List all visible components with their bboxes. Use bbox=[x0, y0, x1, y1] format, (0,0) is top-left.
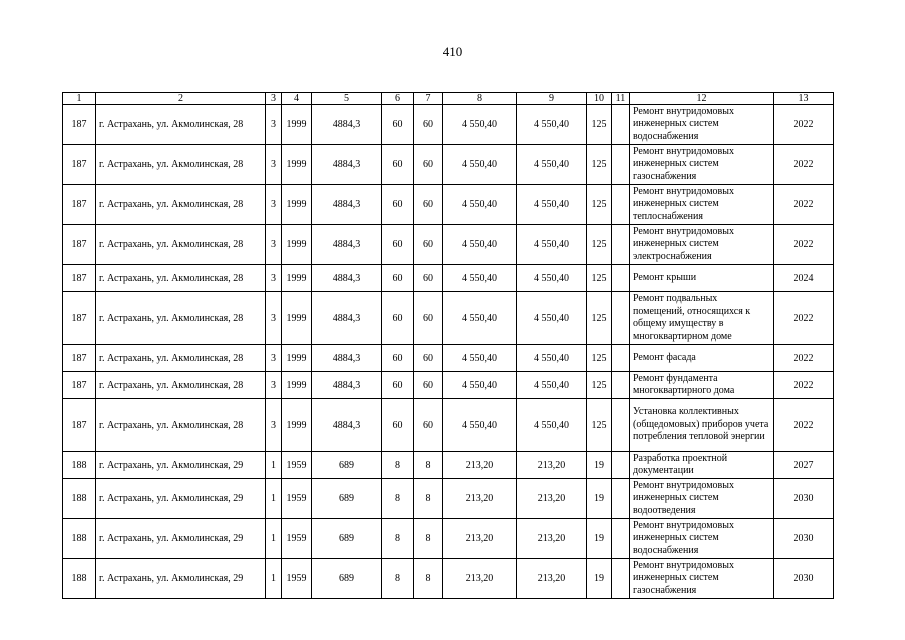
cell-cost-fund: 4 550,40 bbox=[517, 345, 587, 372]
cell-year-built: 1999 bbox=[282, 185, 312, 225]
table-row bbox=[63, 372, 834, 399]
cell-apartments: 60 bbox=[382, 265, 414, 292]
column-header: 6 bbox=[382, 93, 414, 105]
cell-cost-total: 4 550,40 bbox=[443, 225, 517, 265]
cell-row-number: 188 bbox=[63, 452, 96, 479]
cell-year-built: 1999 bbox=[282, 399, 312, 452]
cell-planned-year: 2022 bbox=[774, 145, 834, 185]
cell-work-type: Ремонт внутридомовых инженерных систем газоснабжения bbox=[630, 145, 774, 185]
cell-floors: 3 bbox=[266, 372, 282, 399]
cell-apartments: 60 bbox=[382, 399, 414, 452]
cell-residents: 8 bbox=[414, 479, 443, 519]
column-header: 13 bbox=[774, 93, 834, 105]
cell-row-number: 187 bbox=[63, 105, 96, 145]
cell-residents: 60 bbox=[414, 372, 443, 399]
cell-floors: 3 bbox=[266, 145, 282, 185]
cell-cost-total: 213,20 bbox=[443, 479, 517, 519]
cell-total-area: 4884,3 bbox=[312, 185, 382, 225]
cell-residents: 60 bbox=[414, 145, 443, 185]
cell-total-area: 689 bbox=[312, 452, 382, 479]
cell-cost-fund: 213,20 bbox=[517, 519, 587, 559]
cell-floors: 3 bbox=[266, 225, 282, 265]
column-header: 5 bbox=[312, 93, 382, 105]
cell-residents: 60 bbox=[414, 292, 443, 345]
table-row bbox=[63, 185, 834, 225]
cell-unit-cost: 125 bbox=[587, 145, 612, 185]
table-row bbox=[63, 265, 834, 292]
cell-apartments: 60 bbox=[382, 225, 414, 265]
cell-year-built: 1959 bbox=[282, 519, 312, 559]
cell-planned-year: 2030 bbox=[774, 559, 834, 599]
cell-apartments: 60 bbox=[382, 105, 414, 145]
cell-cost-fund: 4 550,40 bbox=[517, 105, 587, 145]
cell-unit-cost: 19 bbox=[587, 452, 612, 479]
cell-reserved bbox=[612, 225, 630, 265]
cell-cost-fund: 4 550,40 bbox=[517, 225, 587, 265]
cell-total-area: 4884,3 bbox=[312, 292, 382, 345]
cell-residents: 60 bbox=[414, 225, 443, 265]
cell-work-type: Ремонт внутридомовых инженерных систем водоотведения bbox=[630, 479, 774, 519]
cell-cost-fund: 4 550,40 bbox=[517, 265, 587, 292]
cell-work-type: Ремонт внутридомовых инженерных систем водоснабжения bbox=[630, 519, 774, 559]
cell-reserved bbox=[612, 292, 630, 345]
cell-year-built: 1999 bbox=[282, 105, 312, 145]
cell-floors: 3 bbox=[266, 399, 282, 452]
cell-unit-cost: 125 bbox=[587, 345, 612, 372]
cell-total-area: 4884,3 bbox=[312, 372, 382, 399]
cell-floors: 1 bbox=[266, 519, 282, 559]
cell-unit-cost: 125 bbox=[587, 399, 612, 452]
cell-unit-cost: 19 bbox=[587, 519, 612, 559]
cell-reserved bbox=[612, 372, 630, 399]
cell-cost-fund: 213,20 bbox=[517, 452, 587, 479]
column-header: 9 bbox=[517, 93, 587, 105]
cell-year-built: 1959 bbox=[282, 452, 312, 479]
cell-planned-year: 2022 bbox=[774, 372, 834, 399]
column-number-header-row bbox=[63, 93, 834, 105]
cell-residents: 8 bbox=[414, 452, 443, 479]
cell-year-built: 1999 bbox=[282, 372, 312, 399]
cell-row-number: 187 bbox=[63, 145, 96, 185]
cell-reserved bbox=[612, 452, 630, 479]
table-row bbox=[63, 145, 834, 185]
cell-unit-cost: 125 bbox=[587, 185, 612, 225]
cell-total-area: 4884,3 bbox=[312, 225, 382, 265]
cell-cost-total: 4 550,40 bbox=[443, 399, 517, 452]
column-header: 4 bbox=[282, 93, 312, 105]
cell-work-type: Установка коллективных (общедомовых) приборов учета потребления тепловой энергии bbox=[630, 399, 774, 452]
cell-cost-total: 213,20 bbox=[443, 519, 517, 559]
cell-cost-fund: 4 550,40 bbox=[517, 372, 587, 399]
cell-work-type: Ремонт фасада bbox=[630, 345, 774, 372]
cell-row-number: 188 bbox=[63, 479, 96, 519]
cell-row-number: 187 bbox=[63, 265, 96, 292]
cell-total-area: 4884,3 bbox=[312, 105, 382, 145]
cell-address: г. Астрахань, ул. Акмолинская, 29 bbox=[96, 479, 266, 519]
cell-floors: 3 bbox=[266, 292, 282, 345]
cell-apartments: 60 bbox=[382, 372, 414, 399]
cell-residents: 60 bbox=[414, 265, 443, 292]
cell-address: г. Астрахань, ул. Акмолинская, 29 bbox=[96, 452, 266, 479]
cell-reserved bbox=[612, 559, 630, 599]
cell-row-number: 187 bbox=[63, 185, 96, 225]
cell-row-number: 187 bbox=[63, 345, 96, 372]
cell-total-area: 4884,3 bbox=[312, 399, 382, 452]
cell-year-built: 1959 bbox=[282, 479, 312, 519]
column-header: 1 bbox=[63, 93, 96, 105]
cell-cost-fund: 4 550,40 bbox=[517, 185, 587, 225]
cell-unit-cost: 19 bbox=[587, 559, 612, 599]
cell-reserved bbox=[612, 519, 630, 559]
cell-reserved bbox=[612, 345, 630, 372]
cell-planned-year: 2022 bbox=[774, 399, 834, 452]
cell-address: г. Астрахань, ул. Акмолинская, 28 bbox=[96, 292, 266, 345]
cell-row-number: 187 bbox=[63, 292, 96, 345]
cell-floors: 3 bbox=[266, 345, 282, 372]
cell-planned-year: 2030 bbox=[774, 479, 834, 519]
column-header: 12 bbox=[630, 93, 774, 105]
cell-reserved bbox=[612, 185, 630, 225]
cell-cost-total: 4 550,40 bbox=[443, 292, 517, 345]
cell-unit-cost: 125 bbox=[587, 225, 612, 265]
cell-address: г. Астрахань, ул. Акмолинская, 28 bbox=[96, 372, 266, 399]
cell-cost-fund: 4 550,40 bbox=[517, 292, 587, 345]
cell-unit-cost: 125 bbox=[587, 105, 612, 145]
cell-residents: 60 bbox=[414, 345, 443, 372]
cell-year-built: 1999 bbox=[282, 225, 312, 265]
page-number: 410 bbox=[442, 44, 463, 59]
cell-cost-fund: 213,20 bbox=[517, 479, 587, 519]
cell-reserved bbox=[612, 265, 630, 292]
cell-year-built: 1999 bbox=[282, 292, 312, 345]
cell-address: г. Астрахань, ул. Акмолинская, 28 bbox=[96, 345, 266, 372]
cell-reserved bbox=[612, 105, 630, 145]
cell-work-type: Ремонт фундамента многоквартирного дома bbox=[630, 372, 774, 399]
cell-work-type: Ремонт внутридомовых инженерных систем водоснабжения bbox=[630, 105, 774, 145]
table-row bbox=[63, 479, 834, 519]
cell-address: г. Астрахань, ул. Акмолинская, 29 bbox=[96, 519, 266, 559]
cell-unit-cost: 19 bbox=[587, 479, 612, 519]
cell-cost-total: 213,20 bbox=[443, 559, 517, 599]
cell-floors: 3 bbox=[266, 105, 282, 145]
cell-row-number: 187 bbox=[63, 372, 96, 399]
cell-address: г. Астрахань, ул. Акмолинская, 28 bbox=[96, 265, 266, 292]
cell-address: г. Астрахань, ул. Акмолинская, 28 bbox=[96, 105, 266, 145]
column-header: 8 bbox=[443, 93, 517, 105]
cell-total-area: 689 bbox=[312, 479, 382, 519]
cell-total-area: 4884,3 bbox=[312, 265, 382, 292]
cell-work-type: Ремонт внутридомовых инженерных систем теплоснабжения bbox=[630, 185, 774, 225]
cell-year-built: 1999 bbox=[282, 145, 312, 185]
cell-reserved bbox=[612, 399, 630, 452]
cell-residents: 8 bbox=[414, 519, 443, 559]
cell-address: г. Астрахань, ул. Акмолинская, 28 bbox=[96, 145, 266, 185]
column-header: 2 bbox=[96, 93, 266, 105]
table-row bbox=[63, 519, 834, 559]
cell-planned-year: 2024 bbox=[774, 265, 834, 292]
cell-planned-year: 2030 bbox=[774, 519, 834, 559]
cell-work-type: Ремонт подвальных помещений, относящихся к общему имуществу в многоквартирном доме bbox=[630, 292, 774, 345]
cell-unit-cost: 125 bbox=[587, 292, 612, 345]
cell-apartments: 8 bbox=[382, 519, 414, 559]
cell-row-number: 187 bbox=[63, 399, 96, 452]
cell-cost-total: 4 550,40 bbox=[443, 185, 517, 225]
cell-apartments: 8 bbox=[382, 452, 414, 479]
cell-work-type: Ремонт крыши bbox=[630, 265, 774, 292]
cell-row-number: 187 bbox=[63, 225, 96, 265]
column-header: 11 bbox=[612, 93, 630, 105]
cell-apartments: 60 bbox=[382, 145, 414, 185]
cell-planned-year: 2022 bbox=[774, 292, 834, 345]
cell-cost-total: 4 550,40 bbox=[443, 265, 517, 292]
cell-cost-total: 4 550,40 bbox=[443, 105, 517, 145]
cell-cost-total: 4 550,40 bbox=[443, 345, 517, 372]
cell-residents: 60 bbox=[414, 185, 443, 225]
cell-address: г. Астрахань, ул. Акмолинская, 28 bbox=[96, 225, 266, 265]
cell-work-type: Разработка проектной документации bbox=[630, 452, 774, 479]
cell-total-area: 4884,3 bbox=[312, 345, 382, 372]
cell-planned-year: 2022 bbox=[774, 345, 834, 372]
cell-cost-total: 4 550,40 bbox=[443, 145, 517, 185]
cell-planned-year: 2027 bbox=[774, 452, 834, 479]
cell-floors: 1 bbox=[266, 479, 282, 519]
cell-residents: 60 bbox=[414, 105, 443, 145]
repair-schedule-table bbox=[62, 92, 834, 599]
cell-apartments: 8 bbox=[382, 559, 414, 599]
table-row bbox=[63, 105, 834, 145]
cell-year-built: 1999 bbox=[282, 345, 312, 372]
cell-total-area: 4884,3 bbox=[312, 145, 382, 185]
table-row bbox=[63, 399, 834, 452]
cell-apartments: 60 bbox=[382, 345, 414, 372]
cell-planned-year: 2022 bbox=[774, 185, 834, 225]
table-row bbox=[63, 452, 834, 479]
cell-work-type: Ремонт внутридомовых инженерных систем газоснабжения bbox=[630, 559, 774, 599]
cell-floors: 1 bbox=[266, 559, 282, 599]
cell-apartments: 60 bbox=[382, 185, 414, 225]
cell-work-type: Ремонт внутридомовых инженерных систем электроснабжения bbox=[630, 225, 774, 265]
cell-year-built: 1999 bbox=[282, 265, 312, 292]
cell-floors: 1 bbox=[266, 452, 282, 479]
cell-address: г. Астрахань, ул. Акмолинская, 28 bbox=[96, 185, 266, 225]
cell-residents: 60 bbox=[414, 399, 443, 452]
cell-planned-year: 2022 bbox=[774, 225, 834, 265]
cell-apartments: 8 bbox=[382, 479, 414, 519]
cell-row-number: 188 bbox=[63, 519, 96, 559]
table-row bbox=[63, 559, 834, 599]
cell-cost-fund: 4 550,40 bbox=[517, 145, 587, 185]
cell-unit-cost: 125 bbox=[587, 265, 612, 292]
cell-address: г. Астрахань, ул. Акмолинская, 28 bbox=[96, 399, 266, 452]
cell-cost-total: 213,20 bbox=[443, 452, 517, 479]
cell-residents: 8 bbox=[414, 559, 443, 599]
cell-floors: 3 bbox=[266, 265, 282, 292]
table-row bbox=[63, 345, 834, 372]
table-row bbox=[63, 225, 834, 265]
cell-row-number: 188 bbox=[63, 559, 96, 599]
cell-address: г. Астрахань, ул. Акмолинская, 29 bbox=[96, 559, 266, 599]
cell-cost-total: 4 550,40 bbox=[443, 372, 517, 399]
cell-apartments: 60 bbox=[382, 292, 414, 345]
table-row bbox=[63, 292, 834, 345]
cell-year-built: 1959 bbox=[282, 559, 312, 599]
cell-unit-cost: 125 bbox=[587, 372, 612, 399]
column-header: 7 bbox=[414, 93, 443, 105]
cell-floors: 3 bbox=[266, 185, 282, 225]
cell-total-area: 689 bbox=[312, 559, 382, 599]
column-header: 3 bbox=[266, 93, 282, 105]
cell-cost-fund: 213,20 bbox=[517, 559, 587, 599]
cell-total-area: 689 bbox=[312, 519, 382, 559]
cell-reserved bbox=[612, 479, 630, 519]
cell-planned-year: 2022 bbox=[774, 105, 834, 145]
cell-cost-fund: 4 550,40 bbox=[517, 399, 587, 452]
cell-reserved bbox=[612, 145, 630, 185]
column-header: 10 bbox=[587, 93, 612, 105]
